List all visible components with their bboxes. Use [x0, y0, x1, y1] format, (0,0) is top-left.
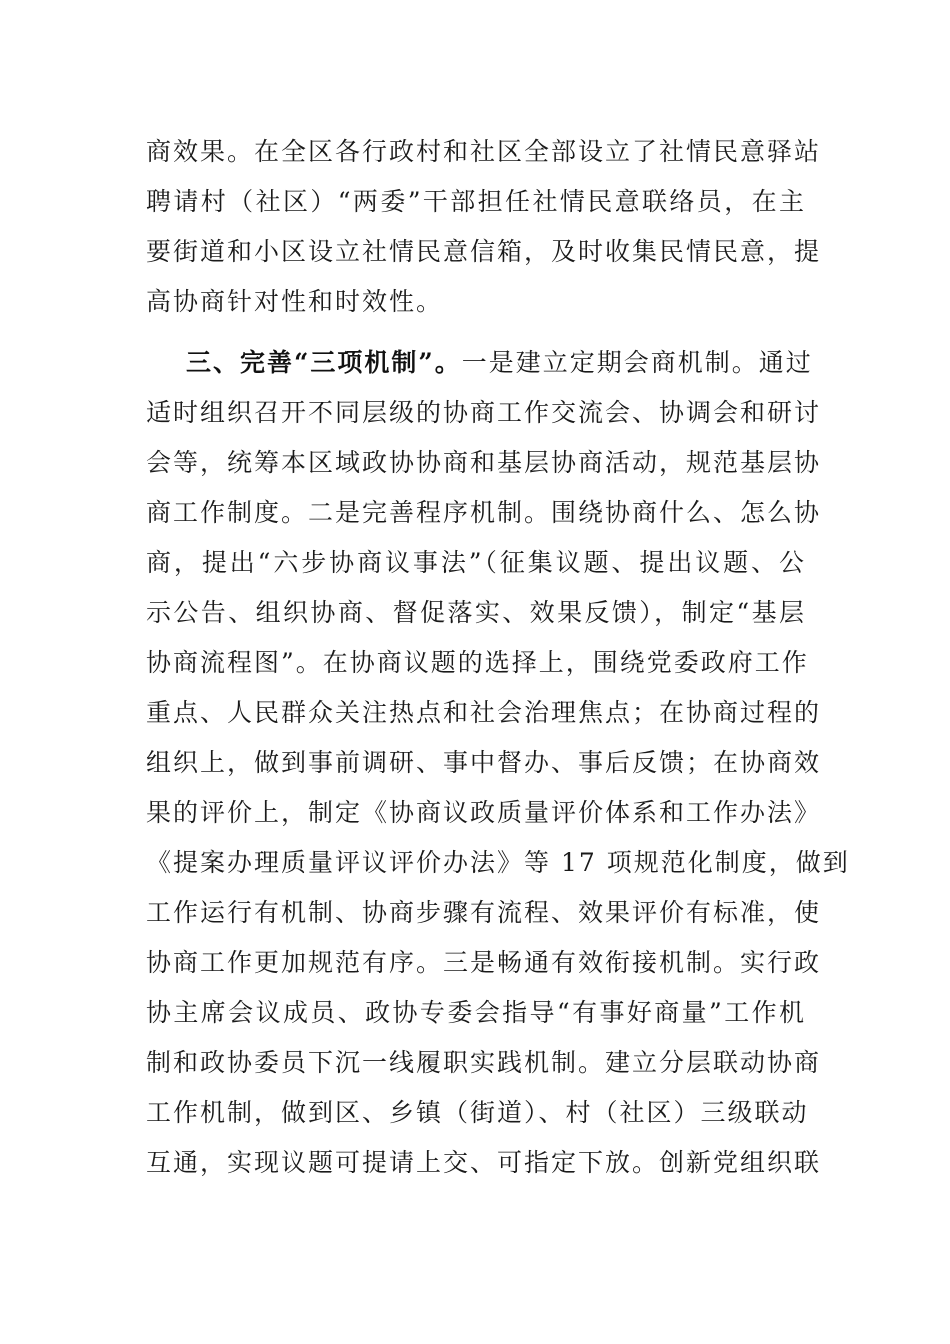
text-line: 高协商针对性和时效性。 — [146, 287, 444, 316]
section-heading: 三、完善“三项机制”。 — [186, 348, 462, 377]
text-line: 果的评价上，制定《协商议政质量评价体系和工作办法》 — [146, 798, 822, 827]
text-line: 重点、人民群众关注热点和社会治理焦点；在协商过程的 — [146, 698, 822, 727]
text-line: 协商流程图”。在协商议题的选择上，围绕党委政府工作 — [146, 648, 809, 677]
text-line: 制和政协委员下沉一线履职实践机制。建立分层联动协商 — [146, 1048, 822, 1077]
section-first-line — [186, 343, 813, 383]
text-line: 《提案办理质量评议评价办法》等 17 项规范化制度，做到 — [146, 848, 850, 877]
text-line: 商工作制度。二是完善程序机制。围绕协商什么、怎么协 — [146, 498, 822, 527]
text-line: 商效果。在全区各行政村和社区全部设立了社情民意驿站 — [146, 137, 822, 166]
text-line: 互通，实现议题可提请上交、可指定下放。创新党组织联 — [146, 1148, 822, 1177]
text-line: 工作运行有机制、协商步骤有流程、效果评价有标准，使 — [146, 898, 822, 927]
text-line: 组织上，做到事前调研、事中督办、事后反馈；在协商效 — [146, 748, 822, 777]
text-line: 适时组织召开不同层级的协商工作交流会、协调会和研讨 — [146, 398, 822, 427]
text-line: 商，提出“六步协商议事法”（征集议题、提出议题、公 — [146, 548, 806, 577]
text-line: 协商工作更加规范有序。三是畅通有效衔接机制。实行政 — [146, 948, 822, 977]
text-line: 一是建立定期会商机制。通过 — [461, 348, 813, 377]
text-line: 示公告、组织协商、督促落实、效果反馈），制定“基层 — [146, 598, 806, 627]
text-line: 聘请村（社区）“两委”干部担任社情民意联络员，在主 — [146, 187, 806, 216]
text-line: 要街道和小区设立社情民意信箱，及时收集民情民意，提 — [146, 237, 822, 266]
text-line: 协主席会议成员、政协专委会指导“有事好商量”工作机 — [146, 998, 806, 1027]
text-line: 会等，统筹本区域政协协商和基层协商活动，规范基层协 — [146, 448, 822, 477]
text-line: 工作机制，做到区、乡镇（街道）、村（社区）三级联动 — [146, 1098, 809, 1127]
